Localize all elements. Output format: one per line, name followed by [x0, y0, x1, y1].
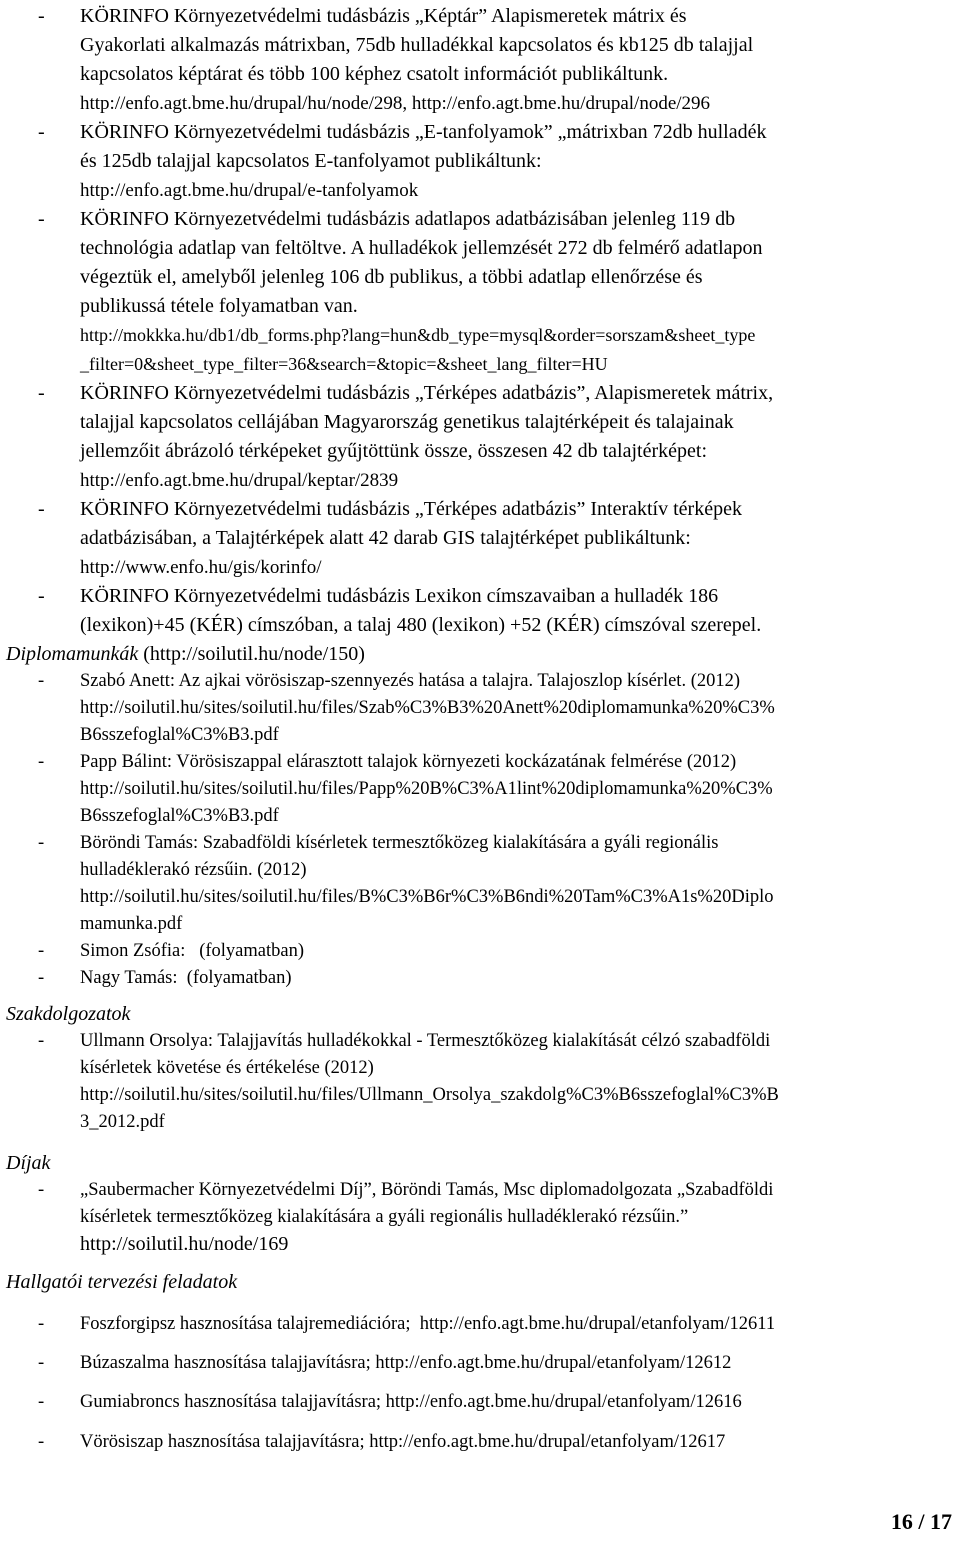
- dijak-list: [0, 1177, 960, 1258]
- item-text: Ullmann Orsolya: Talajjavítás hulladékokkal - Termesztőközeg kialakítását célzó szabadföldi: [80, 1031, 771, 1051]
- list-item: [0, 1028, 960, 1136]
- bullet-dash: -: [38, 1031, 45, 1051]
- item-text[interactable]: Gumiabroncs hasznosítása talajjavításra; http://enfo.agt.bme.hu/drupal/etanfolyam/12616: [80, 1392, 742, 1412]
- item-text: adatbázisában, a Talajtérképek alatt 42 darab GIS talajtérképet publikáltunk:: [80, 527, 691, 549]
- list-item: [0, 582, 960, 640]
- list-item: [0, 379, 960, 495]
- list-item: [0, 1428, 960, 1457]
- item-link[interactable]: http://mokkka.hu/db1/db_forms.php?lang=hun&db_type=mysql&order=sorszam&sheet_type: [80, 325, 756, 345]
- item-link[interactable]: http://soilutil.hu/node/169: [80, 1233, 289, 1255]
- page-number: 16 / 17: [890, 1509, 952, 1534]
- item-link[interactable]: http://enfo.agt.bme.hu/drupal/keptar/2839: [80, 470, 399, 491]
- item-link[interactable]: http://enfo.agt.bme.hu/drupal/hu/node/298, http://enfo.agt.bme.hu/drupal/node/296: [80, 93, 711, 114]
- item-text: KÖRINFO Környezetvédelmi tudásbázis „Képtár” Alapismeretek mátrix és: [80, 5, 687, 27]
- section-heading-hallgatoi: [6, 1268, 237, 1297]
- section-heading-dijak: [6, 1149, 50, 1178]
- item-text: technológia adatlap van feltöltve. A hulladékok jellemzését 272 db felmérő adatlapon: [80, 237, 763, 259]
- item-text: kísérletek termesztőközeg kialakítására a gyáli regionális hulladéklerakó rézsűin.”: [80, 1207, 689, 1227]
- item-link[interactable]: http://soilutil.hu/sites/soilutil.hu/files/Ullmann_Orsolya_szakdolg%C3%B6sszefoglal%C3%B: [80, 1085, 779, 1105]
- item-link[interactable]: mamunka.pdf: [80, 914, 183, 934]
- item-text: KÖRINFO Környezetvédelmi tudásbázis „Térképes adatbázis” Interaktív térképek: [80, 498, 742, 520]
- diplomamunkak-list: [0, 668, 960, 992]
- item-link[interactable]: B6sszefoglal%C3%B3.pdf: [80, 725, 279, 745]
- item-text: KÖRINFO Környezetvédelmi tudásbázis „E-tanfolyamok” „mátrixban 72db hulladék: [80, 121, 767, 143]
- item-link[interactable]: 3_2012.pdf: [80, 1112, 165, 1132]
- item-link[interactable]: _filter=0&sheet_type_filter=36&search=&topic=&sheet_lang_filter=HU: [80, 354, 608, 374]
- list-item: [0, 1388, 960, 1417]
- item-text: Szabó Anett: Az ajkai vörösiszap-szennyezés hatása a talajra. Talajoszlop kísérlet. (2012): [80, 671, 741, 691]
- item-text: KÖRINFO Környezetvédelmi tudásbázis „Térképes adatbázis”, Alapismeretek mátrix,: [80, 382, 774, 404]
- item-text: és 125db talajjal kapcsolatos E-tanfolyamot publikáltunk:: [80, 150, 542, 172]
- bullet-dash: -: [38, 382, 45, 404]
- bullet-dash: -: [38, 5, 45, 27]
- bullet-dash: -: [38, 1314, 45, 1334]
- item-link[interactable]: http://enfo.agt.bme.hu/drupal/e-tanfolyamok: [80, 180, 419, 201]
- bullet-dash: -: [38, 968, 45, 988]
- list-item: [0, 1349, 960, 1378]
- item-text: hulladéklerakó rézsűin. (2012): [80, 860, 307, 880]
- bullet-dash: -: [38, 1432, 45, 1452]
- bullet-dash: -: [38, 833, 45, 853]
- bullet-dash: -: [38, 585, 45, 607]
- list-item: [0, 1310, 960, 1339]
- item-text[interactable]: Búzaszalma hasznosítása talajjavításra; http://enfo.agt.bme.hu/drupal/etanfolyam/12612: [80, 1353, 732, 1373]
- bullet-dash: -: [38, 1353, 45, 1373]
- list-item: [0, 2, 960, 118]
- bullet-dash: -: [38, 1180, 45, 1200]
- heading-text: Díjak: [6, 1152, 51, 1174]
- section-heading-szakdolgozatok: [6, 1000, 130, 1029]
- list-item: [0, 205, 960, 379]
- item-text: végeztük el, amelyből jelenleg 106 db publikus, a többi adatlap ellenőrzése és: [80, 266, 703, 288]
- bullet-dash: -: [38, 1392, 45, 1412]
- list-item: [0, 668, 960, 749]
- list-item: [0, 749, 960, 830]
- heading-text: Szakdolgozatok: [6, 1003, 131, 1025]
- item-text: Gyakorlati alkalmazás mátrixban, 75db hulladékkal kapcsolatos és kb125 db talajjal: [80, 34, 754, 56]
- bullet-dash: -: [38, 752, 45, 772]
- item-text: Böröndi Tamás: Szabadföldi kísérletek termesztőközeg kialakítására a gyáli regionális: [80, 833, 719, 853]
- section-heading-diplomamunkak: [6, 640, 365, 669]
- item-text: (lexikon)+45 (KÉR) címszóban, a talaj 480 (lexikon) +52 (KÉR) címszóval szerepel.: [80, 614, 762, 636]
- item-text: talajjal kapcsolatos cellájában Magyarország genetikus talajtérképeit és talajainak: [80, 411, 734, 433]
- item-text[interactable]: Vörösiszap hasznosítása talajjavításra; http://enfo.agt.bme.hu/drupal/etanfolyam/12617: [80, 1432, 726, 1452]
- item-text: kapcsolatos képtárat és több 100 képhez csatolt információt publikáltunk.: [80, 63, 669, 85]
- item-text: Simon Zsófia: (folyamatban): [80, 941, 305, 961]
- item-link[interactable]: http://soilutil.hu/sites/soilutil.hu/files/B%C3%B6r%C3%B6ndi%20Tam%C3%A1s%20Diplo: [80, 887, 774, 907]
- item-text: KÖRINFO Környezetvédelmi tudásbázis adatlapos adatbázisában jelenleg 119 db: [80, 208, 736, 230]
- item-text: kísérletek követése és értékelése (2012): [80, 1058, 374, 1078]
- item-link[interactable]: http://soilutil.hu/sites/soilutil.hu/files/Szab%C3%B3%20Anett%20diplomamunka%20%C3%: [80, 698, 775, 718]
- heading-text: Hallgatói tervezési feladatok: [6, 1271, 238, 1293]
- item-text: KÖRINFO Környezetvédelmi tudásbázis Lexikon címszavaiban a hulladék 186: [80, 585, 719, 607]
- list-item: [0, 938, 960, 965]
- list-item: [0, 118, 960, 205]
- item-link[interactable]: B6sszefoglal%C3%B3.pdf: [80, 806, 279, 826]
- item-text: „Saubermacher Környezetvédelmi Díj”, Böröndi Tamás, Msc diplomadolgozata „Szabadföldi: [80, 1180, 774, 1200]
- szakdolgozatok-list: [0, 1028, 960, 1136]
- item-text[interactable]: Foszforgipsz hasznosítása talajremediációra; http://enfo.agt.bme.hu/drupal/etanfolyam/12611: [80, 1314, 776, 1334]
- bullet-dash: -: [38, 498, 45, 520]
- heading-text: Diplomamunkák: [6, 643, 139, 665]
- item-link[interactable]: http://soilutil.hu/sites/soilutil.hu/files/Papp%20B%C3%A1lint%20diplomamunka%20%C3%: [80, 779, 773, 799]
- list-item: [0, 495, 960, 582]
- item-link[interactable]: http://www.enfo.hu/gis/korinfo/: [80, 557, 322, 578]
- list-item: [0, 1177, 960, 1258]
- bullet-dash: -: [38, 121, 45, 143]
- list-item: [0, 965, 960, 992]
- heading-link[interactable]: (http://soilutil.hu/node/150): [143, 643, 365, 665]
- list-item: [0, 830, 960, 938]
- item-text: Nagy Tamás: (folyamatban): [80, 968, 292, 988]
- item-text: publikussá tétele folyamatban van.: [80, 295, 358, 317]
- korinfo-list: [0, 2, 960, 640]
- bullet-dash: -: [38, 208, 45, 230]
- bullet-dash: -: [38, 941, 45, 961]
- item-text: Papp Bálint: Vörösiszappal elárasztott talajok környezeti kockázatának felmérése (2012): [80, 752, 737, 772]
- item-text: jellemzőit ábrázoló térképeket gyűjtöttünk össze, összesen 42 db talajtérképet:: [80, 440, 708, 462]
- bullet-dash: -: [38, 671, 45, 691]
